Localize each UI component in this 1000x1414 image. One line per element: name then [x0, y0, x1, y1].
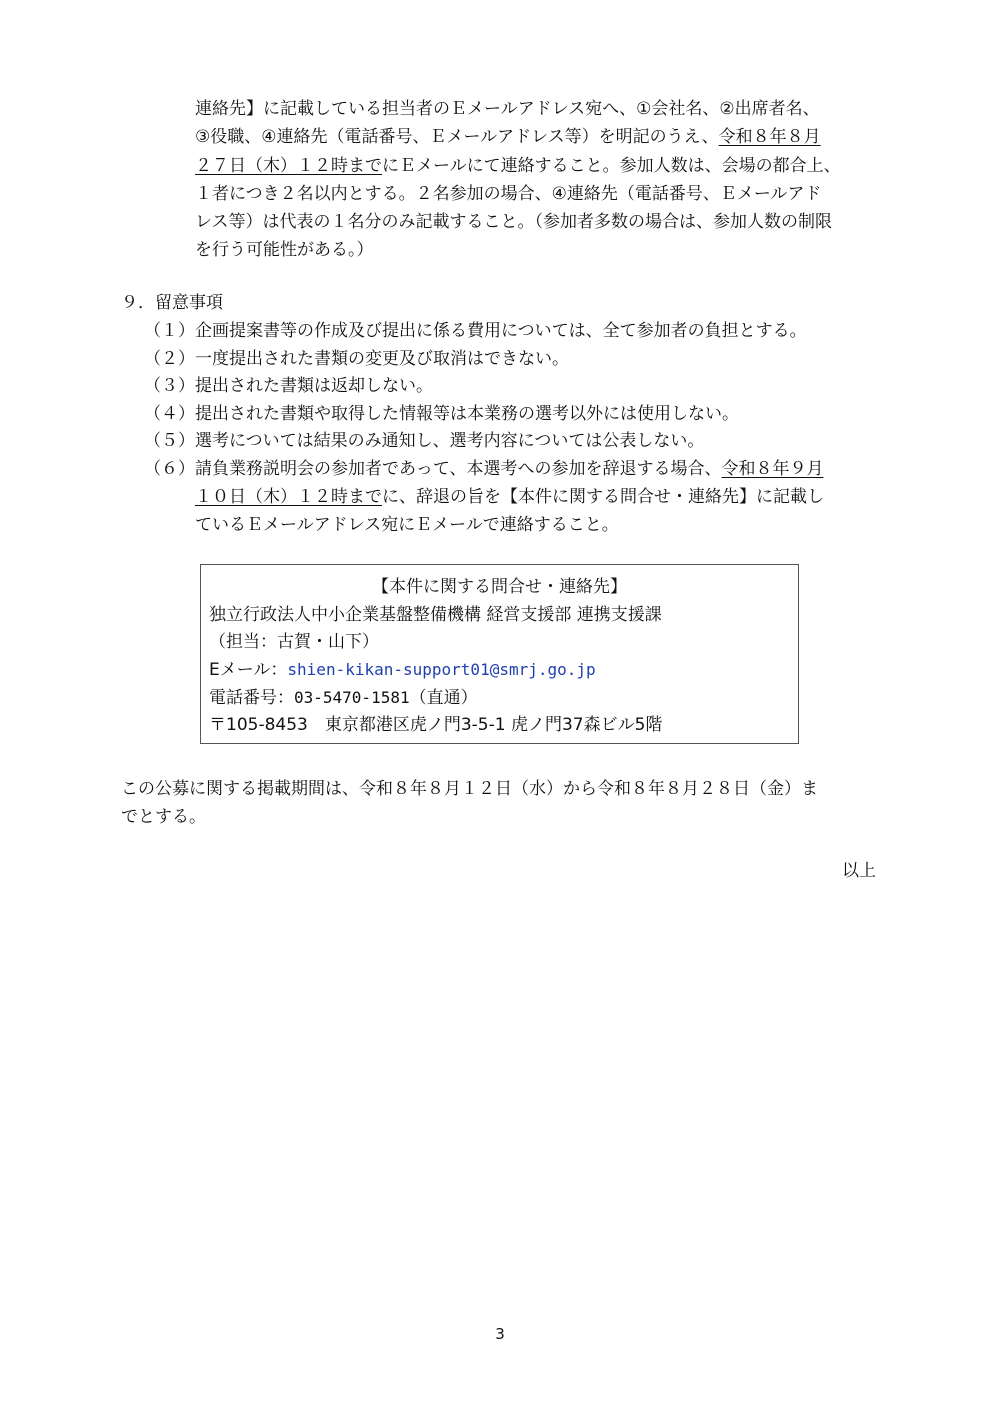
- para1-line5: レス等）は代表の１名分のみ記載すること。（参加者多数の場合は、参加人数の制限: [195, 212, 832, 232]
- notice-line1: この公募に関する掲載期間は、令和８年８月１２日（水）から令和８年８月２８日（金）ま: [121, 779, 818, 799]
- contact-title: 【本件に関する問合せ・連絡先】: [372, 577, 627, 597]
- contact-phone-row: 電話番号：03-5470-1581（直通）: [209, 688, 478, 708]
- list-item: （２）一度提出された書類の変更及び取消はできない。: [144, 349, 569, 369]
- list-item: （６）請負業務説明会の参加者であって、本選考への参加を辞退する場合、令和８年９月: [144, 459, 824, 479]
- contact-email-row: Eメール：shien-kikan-support01@smrj.go.jp: [209, 660, 596, 680]
- closing: 以上: [842, 861, 876, 881]
- list-item: （４）提出された書類や取得した情報等は本業務の選考以外には使用しない。: [144, 404, 739, 424]
- para1-line2: ③役職、④連絡先（電話番号、Ｅメールアドレス等）を明記のうえ、令和８年８月: [195, 127, 821, 147]
- notice-line2: でとする。: [121, 807, 206, 827]
- deadline-underlined: 令和８年９月: [721, 459, 824, 479]
- page-number: 3: [495, 1325, 505, 1343]
- contact-organization: 独立行政法人中小企業基盤整備機構 経営支援部 連携支援課: [209, 605, 662, 625]
- list-item-continuation: １０日（木）１２時までに、辞退の旨を【本件に関する問合せ・連絡先】に記載し: [195, 487, 824, 507]
- contact-address: 〒105-8453 東京都港区虎ノ門3-5-1 虎ノ門37森ビル5階: [209, 715, 663, 735]
- list-item: （５）選考については結果のみ通知し、選考内容については公表しない。: [144, 431, 705, 451]
- contact-box: [200, 564, 799, 744]
- para1-line4: １者につき２名以内とする。２名参加の場合、④連絡先（電話番号、Ｅメールアド: [195, 184, 822, 204]
- list-item-continuation: ているＥメールアドレス宛にＥメールで連絡すること。: [195, 515, 619, 535]
- deadline-underlined: ２７日（木）１２時まで: [195, 156, 382, 176]
- list-item: （３）提出された書類は返却しない。: [144, 376, 433, 396]
- email-link[interactable]: shien-kikan-support01@smrj.go.jp: [287, 660, 596, 679]
- para1-line6: を行う可能性がある。）: [195, 240, 374, 260]
- deadline-underlined: １０日（木）１２時まで: [195, 487, 382, 507]
- deadline-underlined: 令和８年８月: [718, 127, 821, 147]
- para1-line3: ２７日（木）１２時までにＥメールにて連絡すること。参加人数は、会場の都合上、: [195, 156, 841, 176]
- section-9-heading: ９．留意事項: [121, 293, 223, 313]
- list-item: （１）企画提案書等の作成及び提出に係る費用については、全て参加者の負担とする。: [144, 321, 807, 341]
- para1-line1: 連絡先】に記載している担当者のＥメールアドレス宛へ、①会社名、②出席者名、: [195, 99, 820, 119]
- phone-number: 03-5470-1581: [294, 688, 410, 707]
- contact-person: （担当：古賀・山下）: [209, 632, 379, 652]
